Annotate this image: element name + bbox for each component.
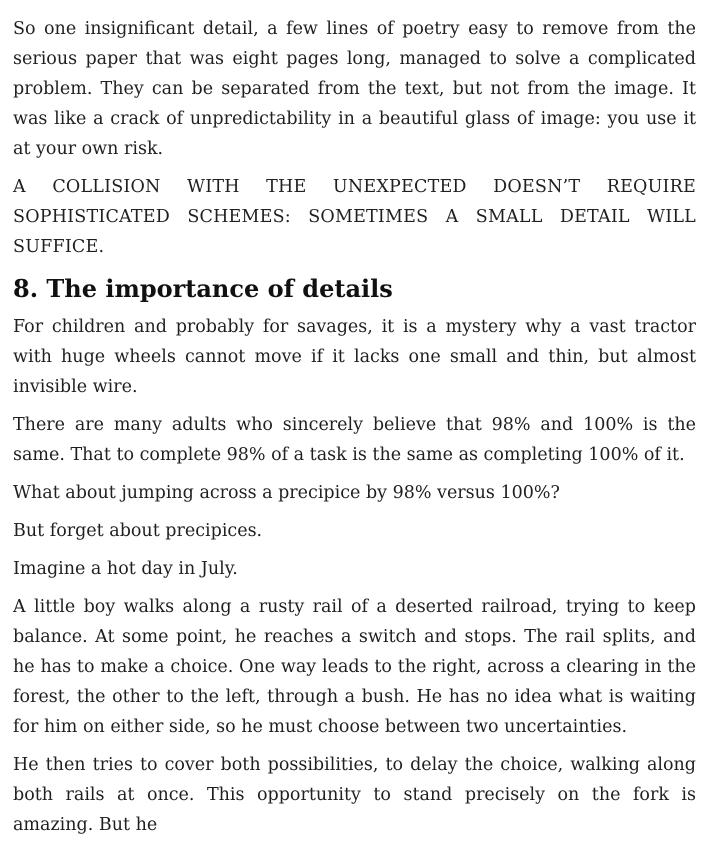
paragraph-collision-unexpected: A COLLISION WITH THE UNEXPECTED DOESN’T REQUIRE SOPHISTICATED SCHEMES: SOMETIMES A SMALL DETAIL WILL SUFFICE. (13, 177, 696, 257)
paragraph-tractor-wire: For children and probably for savages, it is a mystery why a vast tractor with huge wheels cannot move if it lacks one small and thin, but almost invisible wire. (13, 317, 696, 397)
paragraph-little-boy: A little boy walks along a rusty rail of a deserted railroad, trying to keep balance. At some point, he reaches a switch and stops. The rail splits, and he has to make a choice. One way leads to the right, across a clearing in the forest, the other to the left, through a bush. He has no idea what is waiting for him on either side, so he must choose between two uncertainties. (13, 597, 696, 737)
paragraph-both-rails: He then tries to cover both possibilities, to delay the choice, walking along both rails at once. This opportunity to stand precisely on the fork is amazing. But he (13, 755, 696, 835)
paragraph-poetry-detail: So one insignificant detail, a few lines of poetry easy to remove from the serious paper that was eight pages long, managed to solve a complicated problem. They can be separated from the text, but not from the image. It was like a crack of unpredictability in a beautiful glass of image: you use it at your own risk. (13, 19, 696, 159)
paragraph-hot-day: Imagine a hot day in July. (13, 559, 238, 579)
section-heading: 8. The importance of details (13, 274, 393, 303)
paragraph-forget-precipices: But forget about precipices. (13, 521, 263, 541)
paragraph-precipice: What about jumping across a precipice by 98% versus 100%? (13, 483, 560, 503)
paragraph-98-percent: There are many adults who sincerely believe that 98% and 100% is the same. That to complete 98% of a task is the same as completing 100% of it. (13, 415, 696, 465)
document-page (13, 14, 696, 848)
